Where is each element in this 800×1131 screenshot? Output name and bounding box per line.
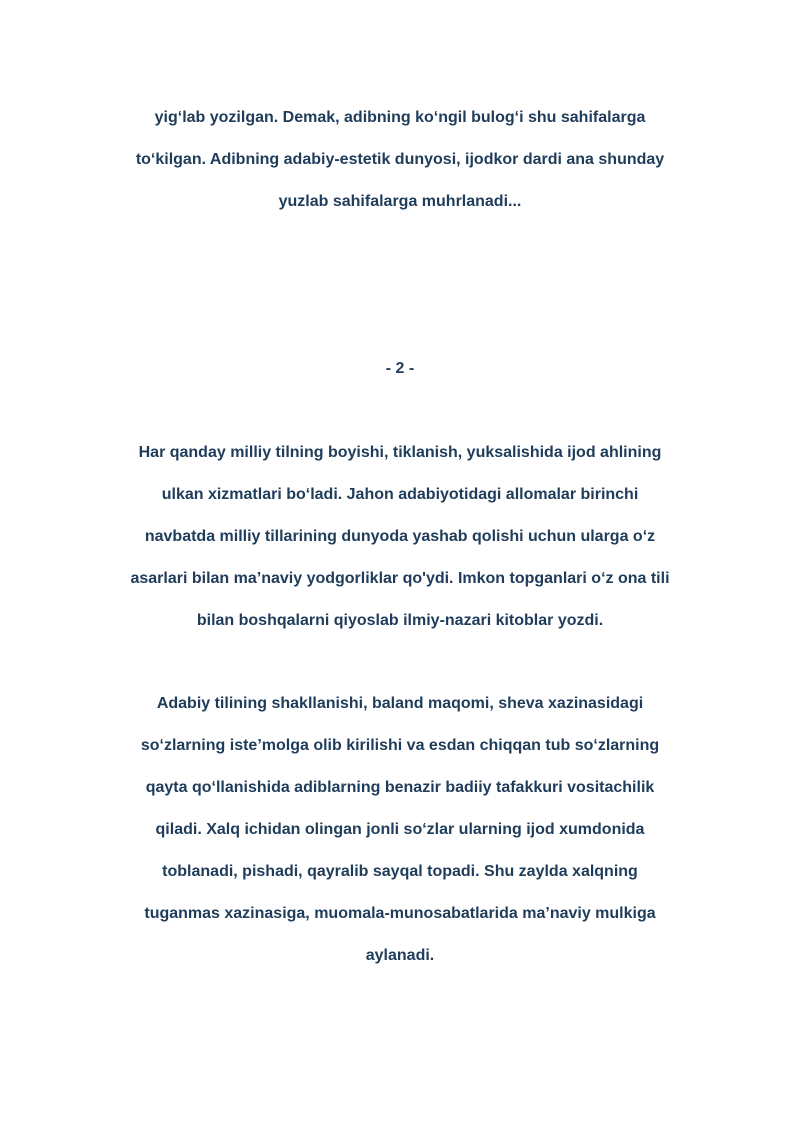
text-line: yuzlab sahifalarga muhrlanadi... bbox=[278, 193, 522, 210]
text-line: qiladi. Xalq ichidan olingan jonli so‘zlar ularning ijod xumdonida bbox=[155, 821, 645, 838]
text-line: Har qanday milliy tilning boyishi, tiklanish, yuksalishida ijod ahlining bbox=[138, 444, 662, 461]
text-line: yig‘lab yozilgan. Demak, adibning ko‘ngil bulog‘i shu sahifalarga bbox=[154, 109, 646, 126]
text-line: asarlari bilan ma’naviy yodgorliklar qo'ydi. Imkon topganlari o‘z ona tili bbox=[130, 570, 670, 587]
text-line: aylanadi. bbox=[365, 947, 435, 964]
text-line: tuganmas xazinasiga, muomala-munosabatlarida ma’naviy mulkiga bbox=[144, 905, 656, 922]
paragraph-top bbox=[110, 97, 690, 223]
text-line: bilan boshqalarni qiyoslab ilmiy-nazari kitoblar yozdi. bbox=[196, 612, 604, 629]
text-line: Adabiy tilining shakllanishi, baland maqomi, sheva xazinasidagi bbox=[156, 695, 644, 712]
page-number-container bbox=[110, 348, 690, 390]
text-line: to‘kilgan. Adibning adabiy-estetik dunyosi, ijodkor dardi ana shunday bbox=[135, 151, 665, 168]
text-line: toblanadi, pishadi, qayralib sayqal topadi. Shu zaylda xalqning bbox=[162, 863, 638, 880]
paragraph-middle bbox=[110, 432, 690, 642]
text-line: ulkan xizmatlari bo‘ladi. Jahon adabiyotidagi allomalar birinchi bbox=[161, 486, 639, 503]
text-line: so‘zlarning iste’molga olib kirilishi va esdan chiqqan tub so‘zlarning bbox=[140, 737, 660, 754]
text-line: qayta qo‘llanishida adiblarning benazir badiiy tafakkuri vositachilik bbox=[145, 779, 655, 796]
paragraph-bottom bbox=[110, 683, 690, 977]
text-line: navbatda milliy tillarining dunyoda yashab qolishi uchun ularga o‘z bbox=[144, 528, 656, 545]
page-number: - 2 - bbox=[385, 360, 415, 377]
